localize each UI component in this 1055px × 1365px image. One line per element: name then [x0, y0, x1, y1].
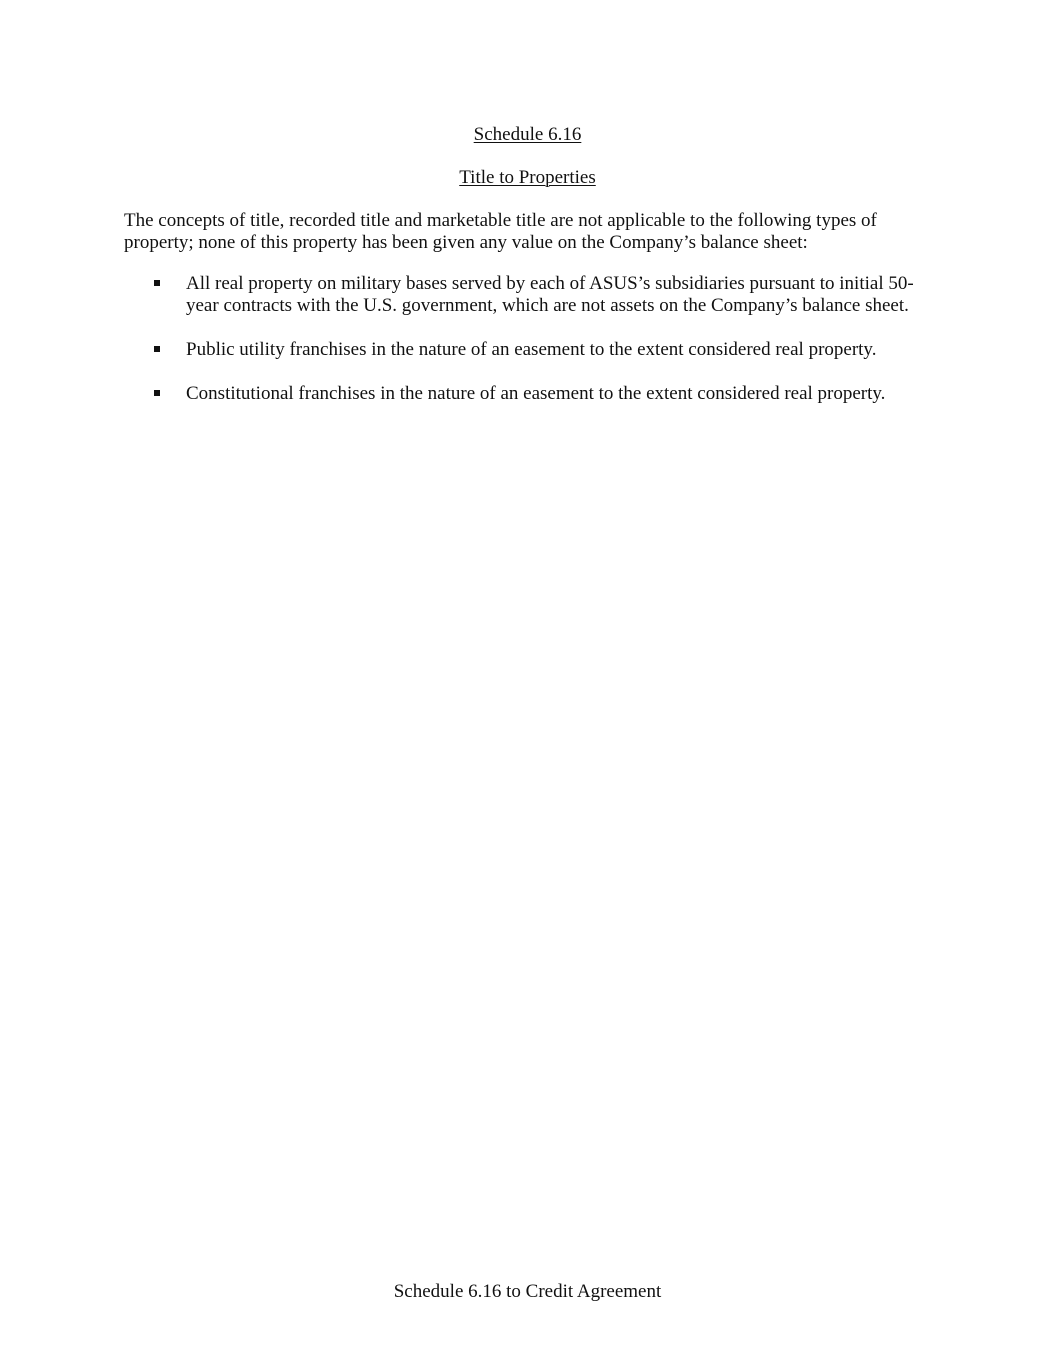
square-bullet-icon	[154, 390, 160, 396]
list-item-text: All real property on military bases served by each of ASUS’s subsidiaries pursuant to initial 50-year contracts with the U.S. government, which are not assets on the Company’s balance sheet.	[186, 273, 914, 316]
list-item-text: Public utility franchises in the nature of an easement to the extent considered real property.	[186, 339, 877, 360]
page-footer: Schedule 6.16 to Credit Agreement	[393, 1281, 662, 1302]
schedule-heading-text: Schedule 6.16	[473, 124, 582, 145]
intro-paragraph: The concepts of title, recorded title and marketable title are not applicable to the following types of property; none of this property has been given any value on the Company’s balance sheet:	[124, 210, 877, 253]
square-bullet-icon	[154, 346, 160, 352]
schedule-heading	[0, 124, 1055, 146]
title-heading-text: Title to Properties	[459, 167, 596, 188]
list-item-text: Constitutional franchises in the nature of an easement to the extent considered real property.	[186, 383, 886, 404]
title-heading	[0, 167, 1055, 189]
square-bullet-icon	[154, 280, 160, 286]
